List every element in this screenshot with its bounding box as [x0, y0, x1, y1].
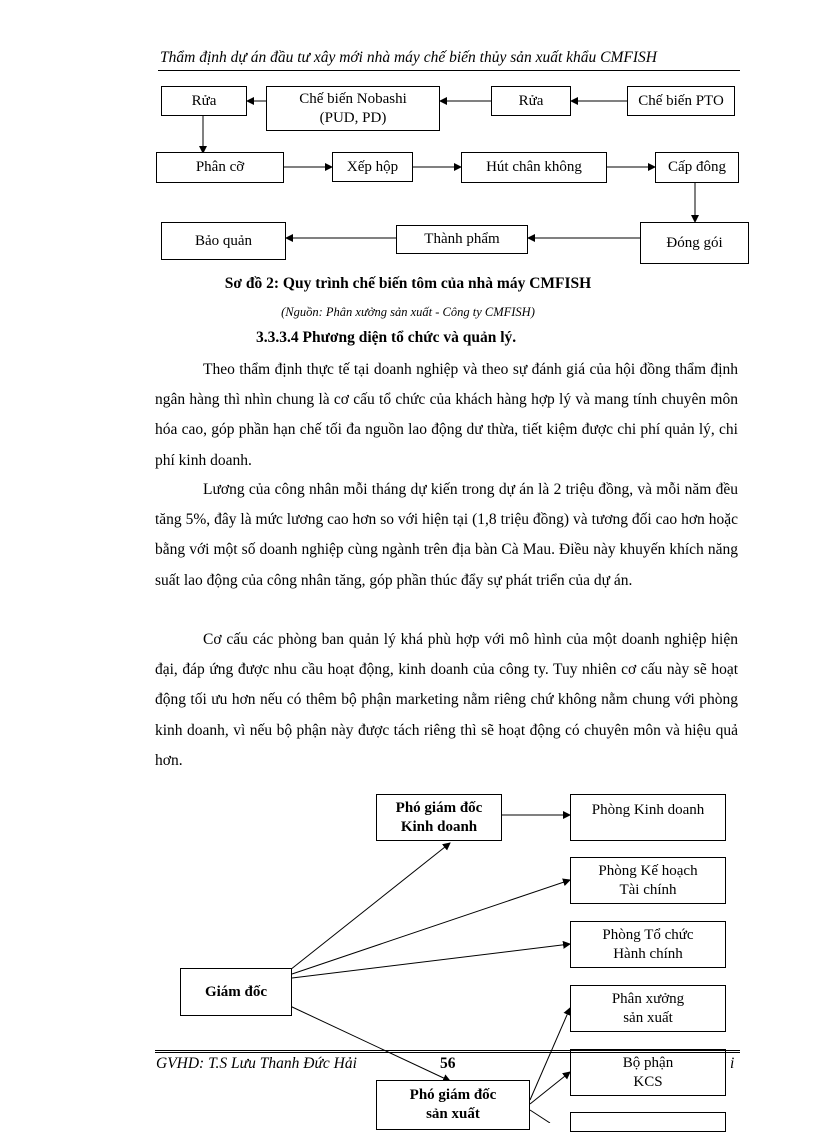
box-dept-finance: Phòng Kế hoạch Tài chính [570, 857, 726, 904]
paragraph-1: Theo thẩm định thực tế tại doanh nghiệp và theo sự đánh giá của hội đồng thẩm định ngân hàng thì nhìn chung là cơ cấu tổ chức của khách hàng hợp lý và mang tính chuyên môn hóa cao, góp phần hạn chế tối đa nguồn lao động dư thừa, tiết kiệm được chi phí quản lý, chi phí kinh doanh. [155, 361, 738, 469]
arrow-deputy-production-to-offpage [530, 1110, 550, 1123]
box-director: Giám đốc [180, 968, 292, 1016]
footer-rule-top [155, 1050, 740, 1051]
paragraph-3: Cơ cấu các phòng ban quản lý khá phù hợp với mô hình của một doanh nghiệp hiện đại, đáp ứng được nhu cầu hoạt động, kinh doanh của công ty. Tuy nhiên cơ cấu này sẽ hoạt động tối ưu hơn nếu có thêm bộ phận marketing nằm riêng chứ không nằm chung với phòng kinh doanh, vì nếu bộ phận này được tách riêng thì sẽ hoạt động có chuyên môn và hiệu quả hơn. [155, 631, 738, 769]
box-nobashi: Chế biến Nobashi (PUD, PD) [266, 86, 440, 131]
diagram-source: (Nguồn: Phân xưởng sản xuất - Công ty CMFISH) [281, 305, 535, 319]
box-cap-dong: Cấp đông [655, 152, 739, 183]
footer-supervisor: GVHD: T.S Lưu Thanh Đức Hải [156, 1055, 357, 1072]
section-heading: 3.3.3.4 Phương diện tổ chức và quản lý. [256, 329, 517, 346]
box-phan-co: Phân cỡ [156, 152, 284, 183]
box-dept-business: Phòng Kinh doanh [570, 794, 726, 841]
arrow-director-to-admin [292, 944, 570, 978]
diagram-caption: Sơ đồ 2: Quy trình chế biến tôm của nhà máy CMFISH [224, 275, 592, 292]
box-dong-goi: Đóng gói [640, 222, 749, 264]
arrow-deputy-production-to-workshop [530, 1008, 570, 1100]
arrow-director-to-finance [292, 880, 570, 974]
footer-trailing: i [730, 1055, 735, 1072]
box-deputy-production: Phó giám đốc sản xuất [376, 1080, 530, 1130]
box-rua-mid: Rửa [491, 86, 571, 116]
box-pto: Chế biến PTO [627, 86, 735, 116]
running-header: Thẩm định dự án đầu tư xây mới nhà máy chế biến thủy sản xuất khẩu CMFISH [160, 49, 657, 66]
box-deputy-business: Phó giám đốc Kinh doanh [376, 794, 502, 841]
box-offpage [570, 1112, 726, 1132]
page-number: 56 [440, 1055, 456, 1072]
footer-rule-bottom [155, 1052, 740, 1053]
box-xep-hop: Xếp hộp [332, 152, 413, 182]
paragraph-2: Lương của công nhân mỗi tháng dự kiến trong dự án là 2 triệu đồng, và mỗi năm đều tăng 5%, đây là mức lương cao hơn so với hiện tại (1,8 triệu đồng) và tương đối cao hơn hoặc bằng với một số doanh nghiệp cùng ngành trên địa bàn Cà Mau. Điều này khuyến khích năng suất lao động của công nhân tăng, góp phần thúc đẩy sự phát triển của dự án. [155, 481, 738, 589]
box-workshop: Phân xưởng sản xuất [570, 985, 726, 1032]
box-dept-admin: Phòng Tổ chức Hành chính [570, 921, 726, 968]
box-hut-chan-khong: Hút chân không [461, 152, 607, 183]
box-rua-left: Rửa [161, 86, 247, 116]
box-kcs: Bộ phận KCS [570, 1049, 726, 1096]
arrow-director-to-deputy-business [290, 843, 450, 970]
box-bao-quan: Bảo quản [161, 222, 286, 260]
box-thanh-pham: Thành phẩm [396, 225, 528, 254]
arrow-deputy-production-to-kcs [530, 1072, 570, 1104]
